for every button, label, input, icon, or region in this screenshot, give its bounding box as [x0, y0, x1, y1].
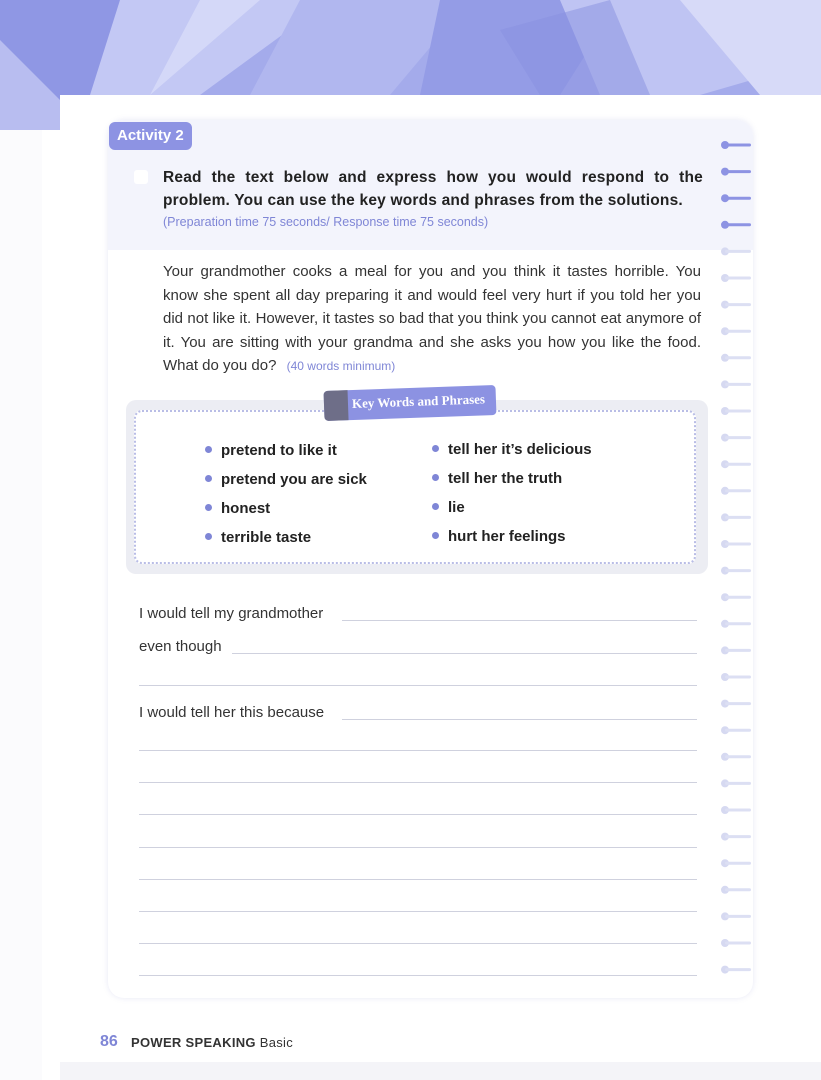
spiral-ring	[725, 942, 751, 945]
bullet-icon	[432, 445, 439, 452]
spiral-ring	[725, 755, 751, 758]
spiral-ring	[725, 835, 751, 838]
spiral-ring	[725, 676, 751, 679]
spiral-ring	[725, 729, 751, 732]
spiral-ring	[725, 809, 751, 812]
writing-prompt-3: I would tell her this because	[139, 704, 325, 721]
key-word-item	[432, 499, 465, 516]
answer-line[interactable]	[139, 685, 697, 686]
instruction-marker-icon	[134, 170, 148, 184]
key-words-title: Key Words and Phrases	[351, 391, 486, 412]
key-word-text: pretend you are sick	[221, 471, 367, 488]
key-word-item	[205, 529, 311, 546]
key-word-text: lie	[448, 499, 465, 516]
answer-line[interactable]	[342, 620, 697, 621]
key-word-item	[205, 500, 270, 517]
page-number: 86	[100, 1033, 118, 1050]
timing-note: (Preparation time 75 seconds/ Response time 75 seconds)	[163, 215, 489, 229]
spiral-ring	[725, 223, 751, 226]
answer-line[interactable]	[139, 911, 697, 912]
book-title-main: POWER SPEAKING	[131, 1035, 256, 1050]
activity-badge: Activity 2	[109, 122, 192, 150]
key-word-item	[205, 442, 337, 459]
spiral-ring	[725, 356, 751, 359]
answer-line[interactable]	[139, 782, 697, 783]
writing-prompt-2: even though	[139, 638, 222, 655]
key-word-text: pretend to like it	[221, 442, 337, 459]
key-words-tab-accent	[324, 390, 349, 421]
spiral-ring	[725, 436, 751, 439]
book-title	[131, 1035, 293, 1050]
bullet-icon	[205, 533, 212, 540]
spiral-ring	[725, 489, 751, 492]
spiral-ring	[725, 782, 751, 785]
answer-line[interactable]	[139, 814, 697, 815]
left-margin	[0, 130, 42, 1080]
spiral-ring	[725, 596, 751, 599]
spiral-ring	[725, 144, 751, 147]
instruction-text: Read the text below and express how you would respond to the problem. You can use the key words and phrases from the solutions.	[163, 169, 703, 209]
bullet-icon	[432, 474, 439, 481]
bullet-icon	[205, 475, 212, 482]
answer-line[interactable]	[139, 847, 697, 848]
spiral-ring	[725, 702, 751, 705]
key-word-text: honest	[221, 500, 271, 517]
answer-line[interactable]	[139, 879, 697, 880]
key-words-tab	[324, 385, 497, 421]
spiral-ring	[725, 463, 751, 466]
key-word-item	[432, 528, 566, 545]
spiral-ring	[725, 569, 751, 572]
key-word-text: tell her the truth	[448, 470, 563, 487]
answer-line[interactable]	[139, 750, 697, 751]
spiral-ring	[725, 649, 751, 652]
bullet-icon	[432, 503, 439, 510]
spiral-ring	[725, 516, 751, 519]
key-word-item	[432, 441, 592, 458]
bullet-icon	[432, 532, 439, 539]
key-word-text: terrible taste	[221, 529, 312, 546]
answer-line[interactable]	[232, 653, 697, 654]
spiral-ring	[725, 197, 751, 200]
bullet-icon	[205, 446, 212, 453]
book-title-level: Basic	[259, 1035, 294, 1050]
answer-line[interactable]	[342, 719, 697, 720]
spiral-ring	[725, 170, 751, 173]
key-word-item	[432, 470, 562, 487]
spiral-binding	[716, 135, 756, 975]
key-word-text: tell her it’s delicious	[448, 441, 592, 458]
spiral-ring	[725, 330, 751, 333]
spiral-ring	[725, 915, 751, 918]
spiral-ring	[725, 383, 751, 386]
bullet-icon	[205, 504, 212, 511]
bottom-margin	[60, 1062, 821, 1080]
spiral-ring	[725, 277, 751, 280]
spiral-ring	[725, 622, 751, 625]
answer-line[interactable]	[139, 943, 697, 944]
key-word-text: hurt her feelings	[448, 528, 566, 545]
passage-text: Your grandmother cooks a meal for you and you think it tastes horrible. You know she spent all day preparing it and would feel very hurt if you told her you did not like it. However, it tastes so bad that you think you cannot eat anymore of it. You are sitting with your grandma and she asks you how you like the food. What do you do?	[163, 263, 701, 374]
spiral-ring	[725, 303, 751, 306]
answer-line[interactable]	[139, 975, 697, 976]
key-word-item	[205, 471, 367, 488]
spiral-ring	[725, 543, 751, 546]
spiral-ring	[725, 888, 751, 891]
min-words-note: (40 words minimum)	[286, 359, 396, 373]
spiral-ring	[725, 410, 751, 413]
spiral-ring	[725, 250, 751, 253]
spiral-ring	[725, 968, 751, 971]
writing-prompt-1: I would tell my grandmother	[139, 605, 324, 622]
spiral-ring	[725, 862, 751, 865]
passage	[163, 260, 701, 379]
